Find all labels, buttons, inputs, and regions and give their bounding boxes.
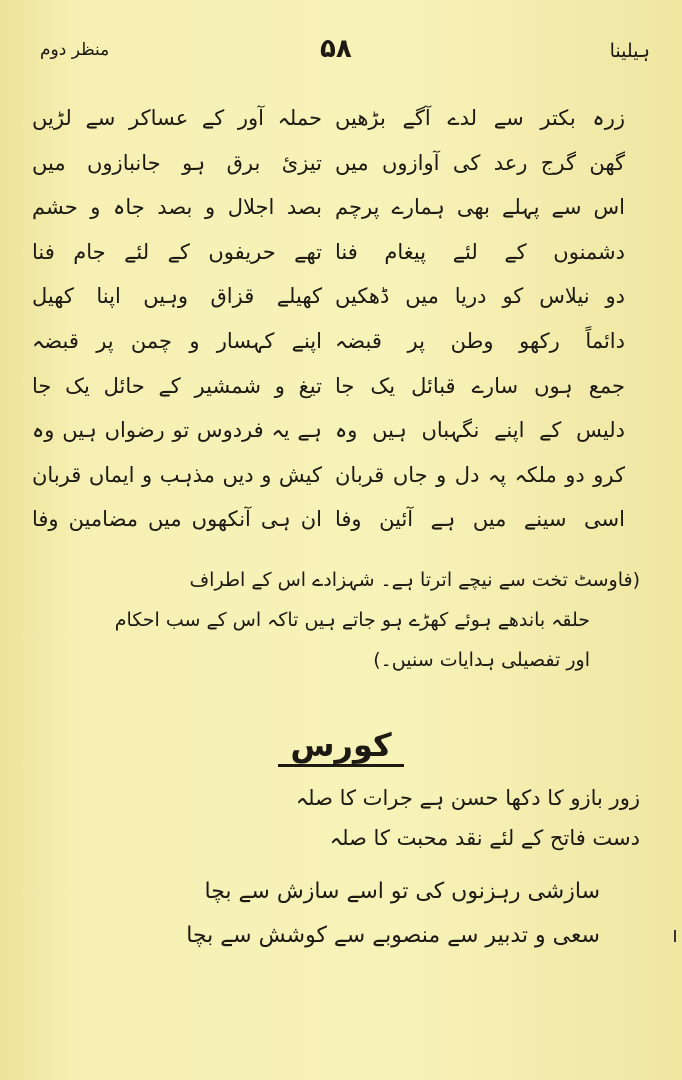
verse-line: گھن گرج رعد کی آوازوں میں <box>335 150 625 175</box>
verse-line: اپنے کہسار و چمن پر قبضہ <box>32 328 322 353</box>
verse-line: کھیلے قزاق وہیں اپنا کھیل <box>32 284 322 309</box>
verse-line: زرہ بکتر سے لدے آگے بڑھیں <box>335 106 625 130</box>
verse-line: ان ہی آنکھوں میں مضامین وفا <box>32 507 322 532</box>
chorus-line: دست فاتح کے لئے نقد محبت کا صلہ <box>329 826 640 850</box>
verse-line: دو نیلاس کو دریا میں ڈھکیں <box>335 284 625 309</box>
verse-line: دشمنوں کے لئے پیغام فنا <box>335 239 625 264</box>
verse-line: دائماً رکھو وطن پر قبضہ <box>335 328 625 353</box>
chorus-line: سعی و تدبیر سے منصوبے سے کوشش سے بچا <box>186 923 600 948</box>
verse-line: کرو دو ملکہ پہ دل و جاں قربان <box>335 462 625 487</box>
page-number: ۵۸ <box>320 34 352 64</box>
book-title: ہیلینا <box>609 40 650 62</box>
verse-line: بصد اجلال و بصد جاہ و حشم <box>32 195 322 220</box>
verse-line: حملہ آور کے عساکر سے لڑیں <box>32 106 322 130</box>
verse-line: اسی سینے میں ہے آئین وفا <box>335 507 625 532</box>
stage-direction-line: (فاوسٹ تخت سے نیچے اترتا ہے۔ شہزادے اس کے اطراف <box>189 569 640 591</box>
chorus-line: سازشی رہزنوں کی تو اسے سازش سے بچا <box>204 879 600 904</box>
page-header <box>30 30 650 80</box>
margin-mark <box>674 930 676 942</box>
scene-label: منظر دوم <box>40 40 110 60</box>
stage-direction <box>60 560 640 680</box>
verse-column-right <box>335 96 625 542</box>
verse-line: کیش و دیں مذہب و ایماں قربان <box>32 462 322 487</box>
chorus-heading <box>0 726 682 767</box>
verse-line: تھے حریفوں کے لئے جام فنا <box>32 239 322 264</box>
chorus-stanza <box>140 778 640 858</box>
verse-line: تیغ و شمشیر کے حائل یک جا <box>32 373 322 398</box>
verse-line: اس سے پہلے بھی ہمارے پرچم <box>335 195 625 220</box>
verse-line: جمع ہوں سارے قبائل یک جا <box>335 373 625 398</box>
chorus-stanza <box>100 870 600 958</box>
verse-line: ہے یہ فردوس تو رضواں ہیں وہ <box>32 418 322 443</box>
stage-direction-line: اور تفصیلی ہدایات سنیں۔) <box>373 649 590 671</box>
verse-column-left <box>32 96 322 542</box>
verse-line: دلیس کے اپنے نگہباں ہیں وہ <box>335 418 625 443</box>
stage-direction-line: حلقہ باندھے ہوئے کھڑے ہو جاتے ہیں تاکہ اس کے سب احکام <box>114 609 590 631</box>
chorus-heading-text: کورس <box>278 726 403 767</box>
verse-line: تیزیٔ برق ہو جانبازوں میں <box>32 150 322 175</box>
chorus-line: زور بازو کا دکھا حسن ہے جرات کا صلہ <box>295 786 640 810</box>
